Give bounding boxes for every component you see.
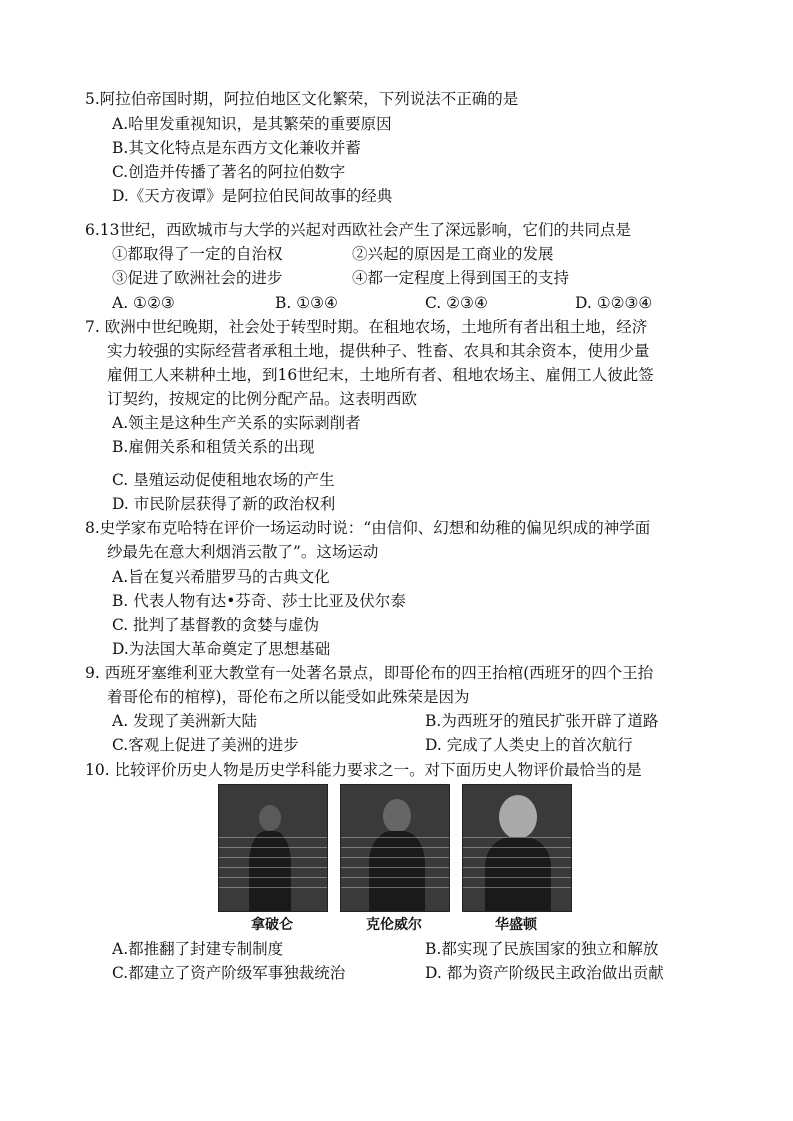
q6-statement-4: ④都一定程度上得到国王的支持 [352, 269, 570, 287]
q9-option-a: A. 发现了美洲新大陆 [112, 712, 258, 730]
q7-option-c: C. 垦殖运动促使租地农场的产生 [112, 471, 335, 489]
q6-statement-2: ②兴起的原因是工商业的发展 [352, 245, 554, 263]
q8-option-c: C. 批判了基督教的贪婪与虚伪 [112, 616, 320, 634]
q8-option-d: D.为法国大革命奠定了思想基础 [112, 640, 331, 658]
q6-option-c: C. ②③④ [425, 294, 488, 312]
q7-stem-line-4: 订契约，按规定的比例分配产品。这表明西欧 [107, 390, 418, 408]
portrait-strip [218, 784, 570, 934]
washington-portrait [462, 784, 572, 912]
q7-option-a: A.领主是这种生产关系的实际剥削者 [112, 414, 361, 432]
q5-option-b: B.其文化特点是东西方文化兼收并蓄 [112, 139, 361, 157]
q9-stem-line-1: 9. 西班牙塞维利亚大教堂有一处著名景点，即哥伦布的四王抬棺(西班牙的四个王抬 [85, 664, 654, 682]
q7-option-d: D. 市民阶层获得了新的政治权利 [112, 495, 336, 513]
q7-stem-line-1: 7. 欧洲中世纪晚期，社会处于转型时期。在租地农场，土地所有者出租土地，经济 [85, 318, 648, 336]
q6-option-b: B. ①③④ [275, 294, 338, 312]
q10-option-c: C.都建立了资产阶级军事独裁统治 [112, 964, 346, 982]
q6-statement-3: ③促进了欧洲社会的进步 [112, 269, 283, 287]
q7-stem-line-3: 雇佣工人来耕种土地，到16世纪末，土地所有者、租地农场主、雇佣工人彼此签 [107, 366, 654, 384]
q9-option-c: C.客观上促进了美洲的进步 [112, 736, 299, 754]
q8-option-a: A.旨在复兴希腊罗马的古典文化 [112, 568, 330, 586]
q7-option-b: B.雇佣关系和租赁关系的出现 [112, 438, 315, 456]
caption-washington: 华盛顿 [495, 917, 537, 933]
q10-option-a: A.都推翻了封建专制制度 [112, 940, 284, 958]
caption-napoleon: 拿破仑 [251, 917, 293, 933]
cromwell-portrait [340, 784, 450, 912]
q5-stem: 5.阿拉伯帝国时期，阿拉伯地区文化繁荣，下列说法不正确的是 [85, 90, 519, 108]
q10-option-d: D. 都为资产阶级民主政治做出贡献 [425, 964, 664, 982]
q8-stem-line-1: 8.史学家布克哈特在评价一场运动时说：“由信仰、幻想和幼稚的偏见织成的神学面 [85, 519, 651, 537]
q9-option-b: B.为西班牙的殖民扩张开辟了道路 [425, 712, 659, 730]
napoleon-portrait [218, 784, 328, 912]
q8-option-b: B. 代表人物有达•芬奇、莎士比亚及伏尔泰 [112, 592, 406, 610]
q6-option-a: A. ①②③ [112, 294, 175, 312]
q5-option-c: C.创造并传播了著名的阿拉伯数字 [112, 163, 346, 181]
q6-stem: 6.13世纪，西欧城市与大学的兴起对西欧社会产生了深远影响，它们的共同点是 [85, 221, 632, 239]
q6-statement-1: ①都取得了一定的自治权 [112, 245, 283, 263]
q7-stem-line-2: 实力较强的实际经营者承租土地，提供种子、牲畜、农具和其余资本，使用少量 [107, 342, 650, 360]
q5-option-a: A.哈里发重视知识，是其繁荣的重要原因 [112, 115, 392, 133]
caption-cromwell: 克伦威尔 [366, 917, 422, 933]
q10-option-b: B.都实现了民族国家的独立和解放 [425, 940, 659, 958]
q8-stem-line-2: 纱最先在意大利烟消云散了”。这场运动 [107, 543, 379, 561]
q9-option-d: D. 完成了人类史上的首次航行 [425, 736, 633, 754]
q9-stem-line-2: 着哥伦布的棺椁)，哥伦布之所以能受如此殊荣是因为 [107, 688, 470, 706]
q10-stem: 10. 比较评价历史人物是历史学科能力要求之一。对下面历史人物评价最恰当的是 [85, 761, 642, 779]
q5-option-d: D.《天方夜谭》是阿拉伯民间故事的经典 [112, 187, 393, 205]
q6-option-d: D. ①②③④ [575, 294, 653, 312]
